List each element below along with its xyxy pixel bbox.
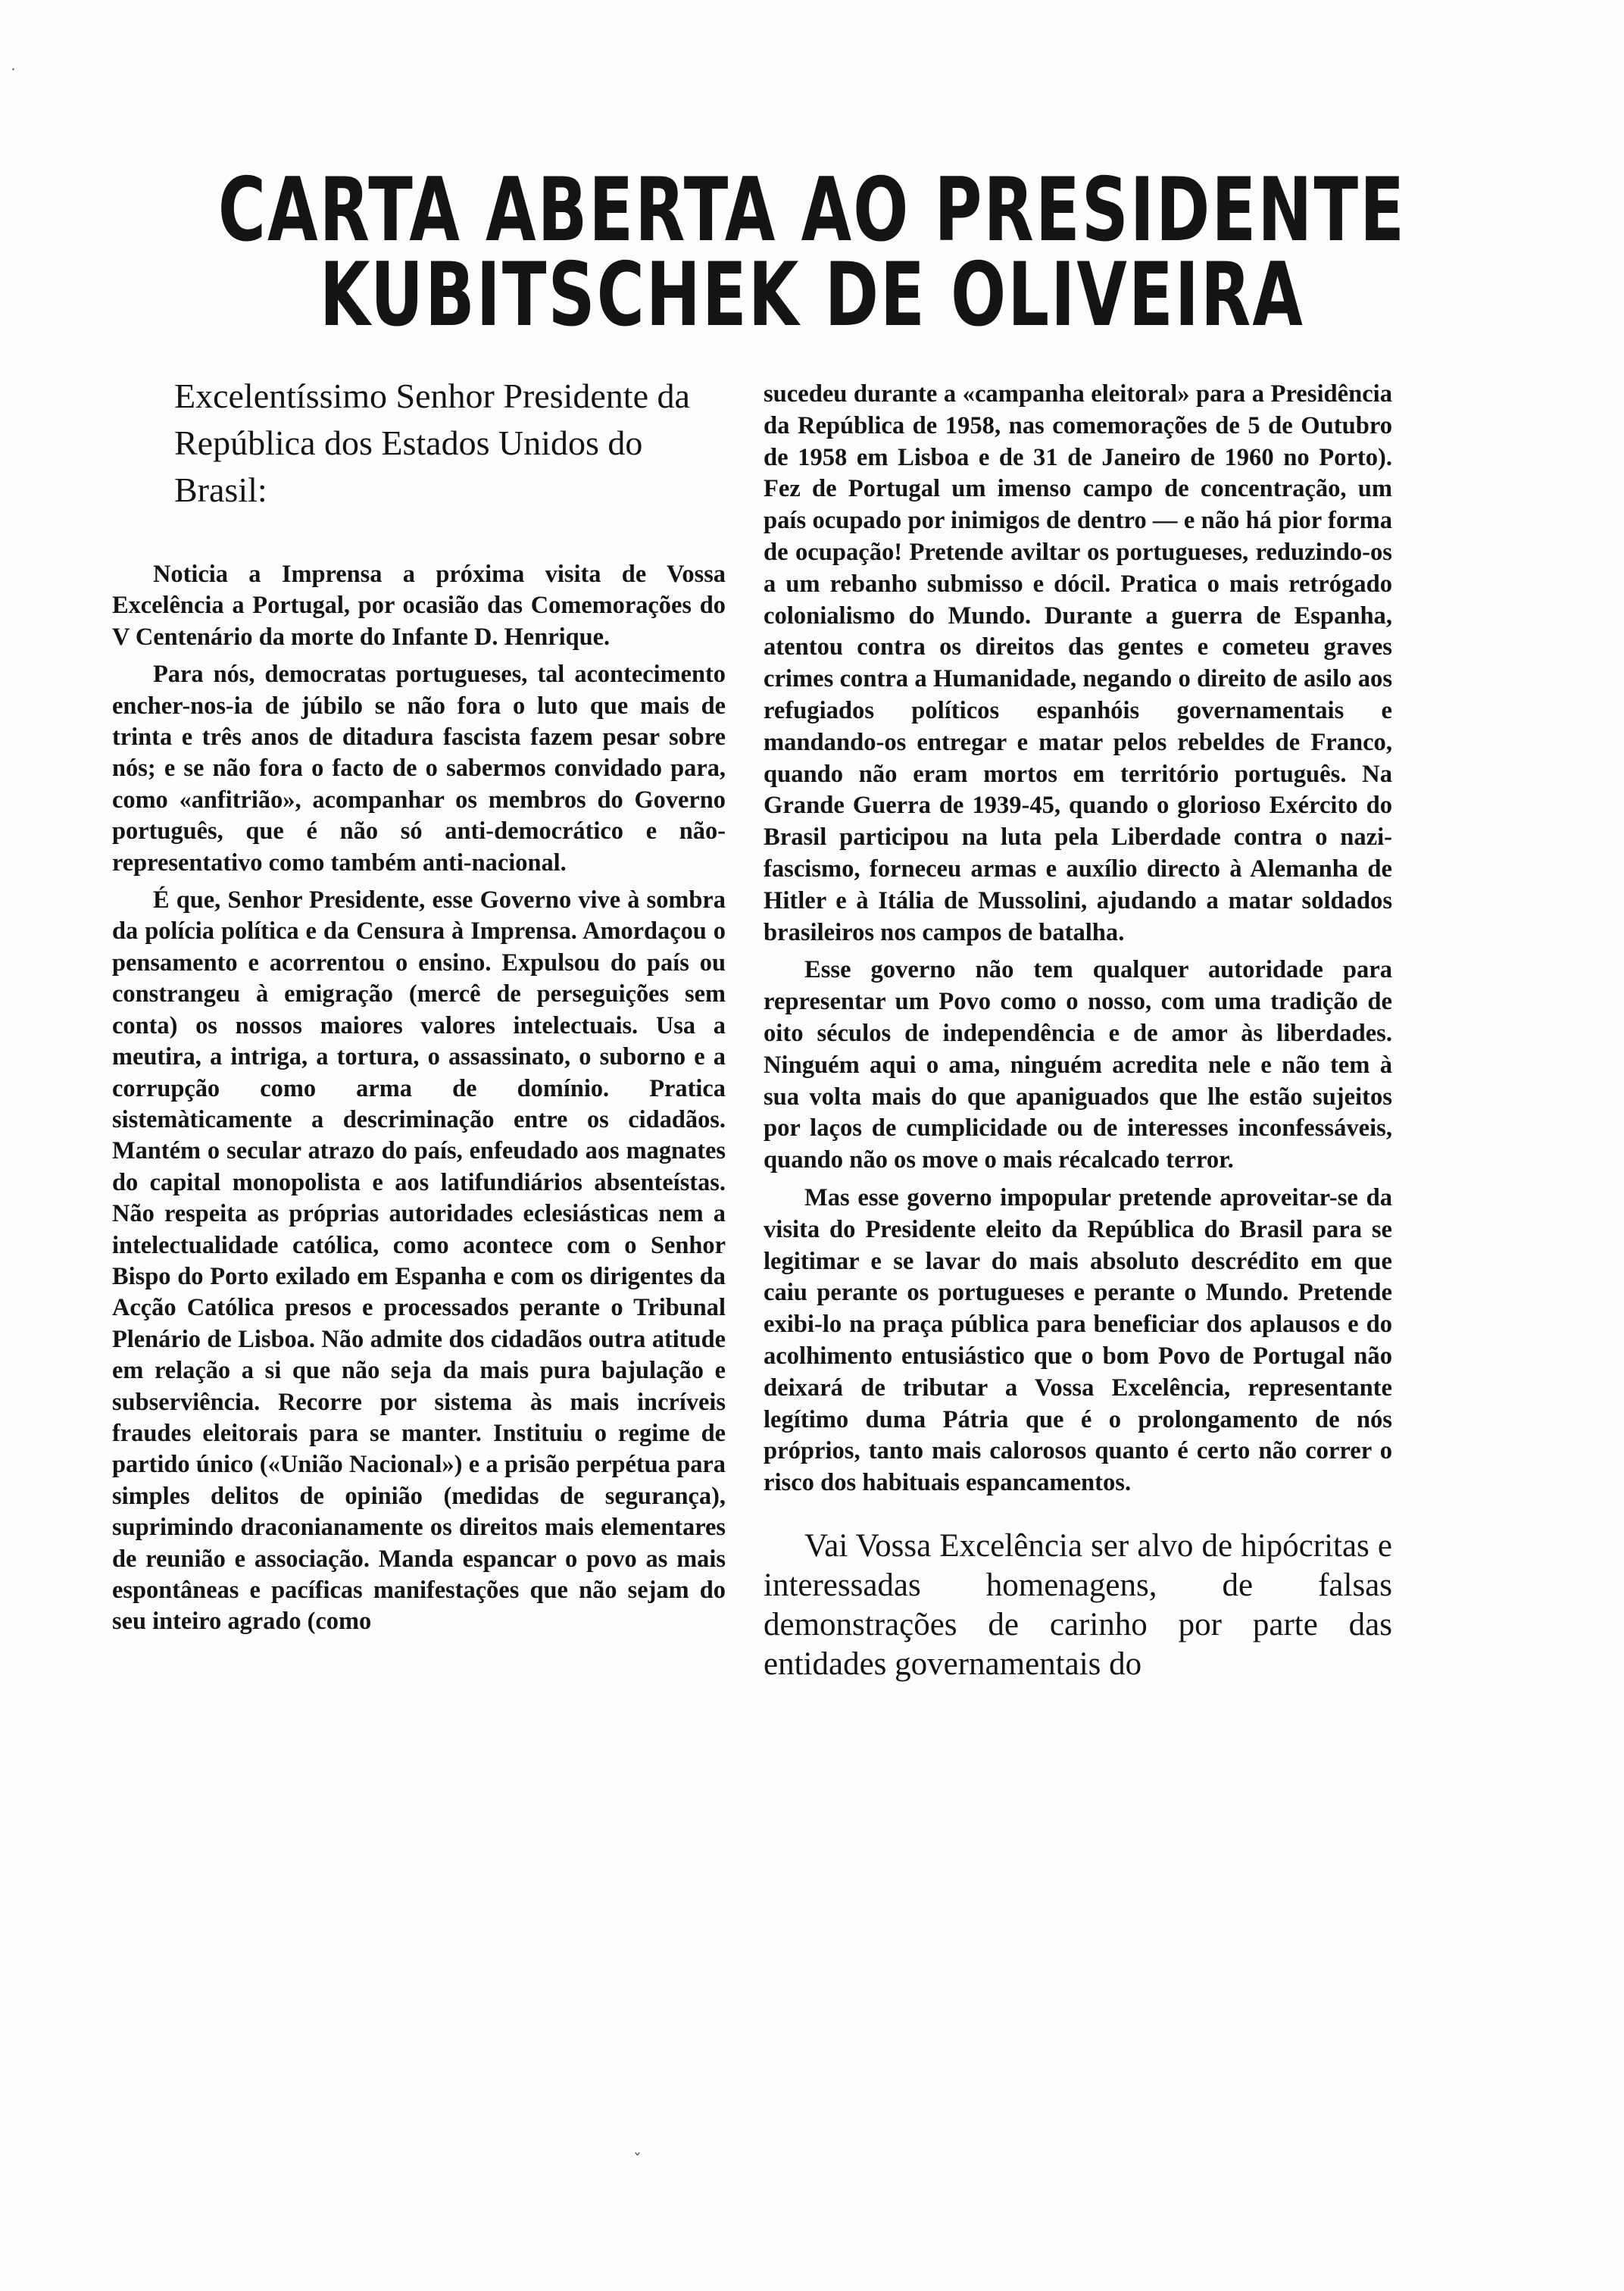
- right-column: [764, 379, 1392, 1690]
- paragraph: É que, Senhor Presidente, esse Governo vive à sombra da polícia política e da Censura à Imprensa. Amordaçou o pensamento e acorrentou o ensino. Expulsou do país ou constrangeu à emigração (mercê de perseguições sem conta) os nossos maiores valores intelectuais. Usa a meutira, a intriga, a tortura, o assassinato, o suborno e a corrupção como arma de domínio. Pratica sistemàticamente a descriminação entre os cidadãos. Mantém o secular atrazo do país, enfeudado aos magnates do capital monopolista e aos latifundiários absenteístas. Não respeita as próprias autoridades eclesiásticas nem a intelectualidade católica, como acontece com o Senhor Bispo do Porto exilado em Espanha e com os dirigentes da Acção Católica presos e processados perante o Tribunal Plenário de Lisboa. Não admite dos cidadãos outra atitude em relação a si que não seja da mais pura bajulação e subserviência. Recorre por sistema às mais incríveis fraudes eleitorais para se manter. Instituiu o regime de partido único («União Nacional») e a prisão perpétua para simples delitos de opinião (medidas de segurança), suprimindo draconianamente os direitos mais elementares de reunião e associação. Manda espancar o povo as mais espontâneas e pacíficas manifestações que não sejam do seu inteiro agrado (como: [112, 886, 726, 1636]
- paragraph: Mas esse governo impopular pretende aproveitar-se da visita do Presidente eleito da República do Brasil para se legitimar e se lavar do mais absoluto descrédito em que caiu perante os portugueses e perante o Mundo. Pretende exibi-lo na praça pública para beneficiar dos aplausos e do acolhimento entusiástico que o bom Povo de Portugal não deixará de tributar a Vossa Excelência, representante legítimo duma Pátria que é o prolongamento de nós próprios, tanto mais calorosos quanto é certo não correr o risco dos habituais espancamentos.: [764, 1183, 1392, 1497]
- closing-paragraph: Vai Vossa Excelência ser alvo de hipócritas e interessadas homenagens, de falsas demonstrações de carinho por parte das entidades governamentais do: [764, 1527, 1392, 1682]
- paragraph: Esse governo não tem qualquer autoridade para representar um Povo como o nosso, com uma tradição de oito séculos de independência e de amor às liberdades. Ninguém aqui o ama, ninguém acredita nele e não tem à sua volta mais do que apaniguados que lhe estão sujeitos por laços de cumplicidade ou de interesses inconfessáveis, quando não os move o mais récalcado terror.: [764, 956, 1392, 1174]
- salutation: Excelentíssimo Senhor Presidente da República dos Estados Unidos do Brasil:: [174, 377, 690, 509]
- paragraph: sucedeu durante a «campanha eleitoral» para a Presidência da República de 1958, nas comemorações de 5 de Outubro de 1958 em Lisboa e de 31 de Janeiro de 1960 no Porto). Fez de Portugal um imenso campo de concentração, um país ocupado por inimigos de dentro — e não há pior forma de ocupação! Pretende aviltar os portugueses, reduzindo-os a um rebanho submisso e dócil. Pratica o mais retrógado colonialismo do Mundo. Durante a guerra de Espanha, atentou contra os direitos das gentes e cometeu graves crimes contra a Humanidade, negando o direito de asilo aos refugiados políticos espanhóis governamentais e mandando-os entregar e matar pelos rebeldes de Franco, quando não eram mortos em território português. Na Grande Guerra de 1939-45, quando o glorioso Exército do Brasil participou na luta pela Liberdade contra o nazi-fascismo, forneceu armas e auxílio directo à Alemanha de Hitler e à Itália de Mussolini, ajudando a matar soldados brasileiros nos campos de batalha.: [764, 380, 1392, 946]
- headline-line-2: KUBITSCHEK DE OLIVEIRA: [319, 244, 1305, 346]
- paragraph: Para nós, democratas portugueses, tal acontecimento encher-nos-ia de júbilo se não fora o luto que mais de trinta e três anos de ditadura fascista fazem pesar sobre nós; e se não fora o facto de o sabermos convidado para, como «anfitrião», acompanhar os membros do Governo português, que é não só anti-democrático e não-representativo como também anti-nacional.: [112, 661, 726, 877]
- headline-line-1: CARTA ABERTA AO PRESIDENTE: [217, 159, 1407, 261]
- paragraph: Noticia a Imprensa a próxima visita de Vossa Excelência a Portugal, por ocasião das Comemorações do V Centenário da morte do Infante D. Henrique.: [112, 561, 726, 651]
- scan-speck: ˙: [9, 67, 17, 86]
- scan-speck: ˇ: [633, 2152, 642, 2171]
- left-column: [112, 373, 726, 1644]
